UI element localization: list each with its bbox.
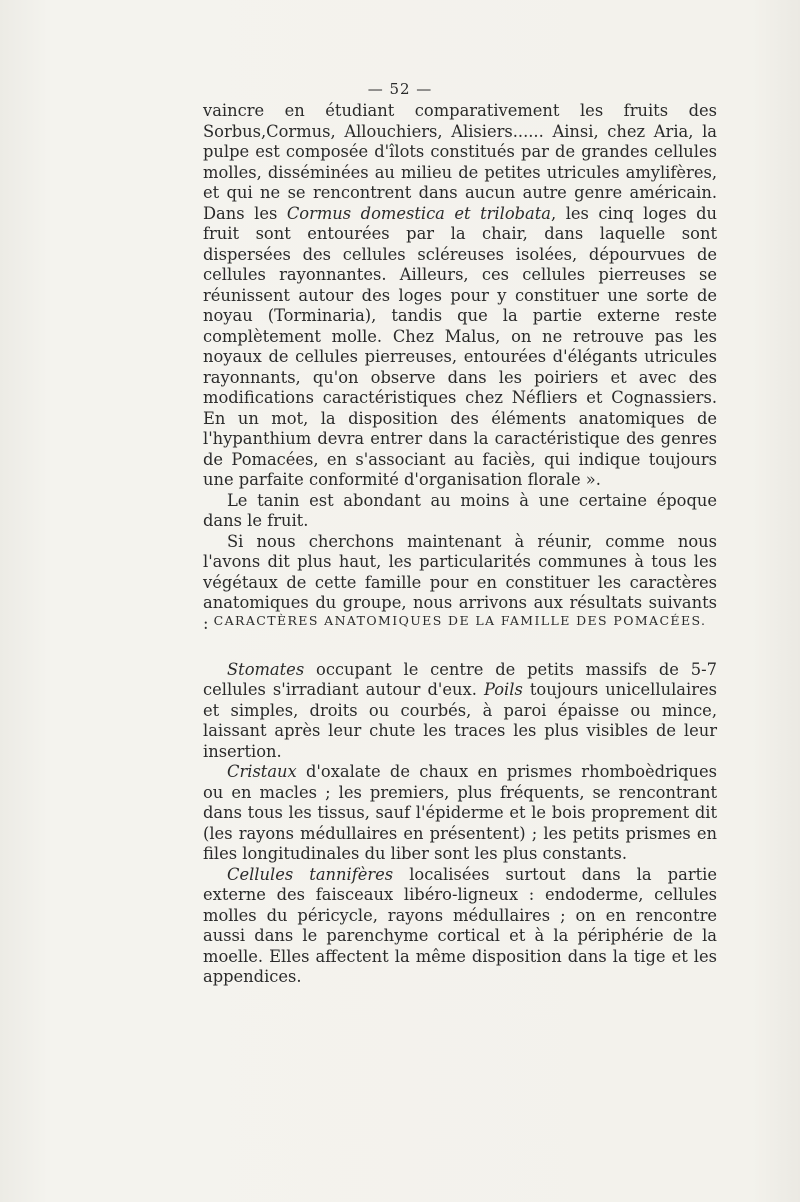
page-number: — 52 — xyxy=(367,80,433,98)
paragraph-cellules xyxy=(203,865,717,988)
text-run: vaincre en étudiant comparativement les fruits des Sorbus,Cormus, Allouchiers, Alisiers...... Ainsi, chez Aria, la pulpe est composée d'îlots constitués par de grandes cellules molles, disséminées au milieu de petites utricules amylifères, et qui ne se rencontrent dans aucun autre genre américain. Dans les xyxy=(203,101,717,223)
italic-species-name: Cormus domestica et trilobata xyxy=(286,203,552,223)
italic-term: Cellules tannifères xyxy=(227,864,394,884)
italic-term: Stomates xyxy=(227,659,305,679)
body-text-bottom xyxy=(203,611,717,988)
paragraph-stomates xyxy=(203,660,717,763)
italic-term: Poils xyxy=(483,680,523,699)
text-run: , les cinq loges du fruit sont entourées par la chair, dans laquelle sont dispersées des cellules scléreuses isolées, dépourvues de cellules rayonnantes. Ailleurs, ces cellules pierreuses se réunissent autour des loges pour y constituer une sorte de noyau (Torminaria), tandis que la partie externe reste complètement molle. Chez Malus, on ne retrouve pas les noyaux de cellules pierreuses, entourées d'élégants utricules rayonnants, qu'on observe dans les poiriers et avec des modifications caractéristiques chez Néfliers et Cognassiers. En un mot, la disposition des éléments anatomiques de l'hypanthium devra entrer dans la caractéristique des genres de Pomacées, en s'associant au faciès, qui indique toujours une parfaite conformité d'organisation florale ». xyxy=(203,203,717,489)
text-run: d'oxalate de chaux en prismes rhomboèdriques ou en macles ; les premiers, plus fréquents, se rencontrant dans tous les tissus, sauf l'épiderme et le bois proprement dit (les rayons médullaires en présentent) ; les petits prismes en files longitudinales du liber sont les plus constants. xyxy=(203,762,717,863)
section-heading: CARACTÈRES ANATOMIQUES DE LA FAMILLE DES POMACÉES. xyxy=(213,613,707,628)
paragraph-pulpe xyxy=(203,101,717,491)
text-run: toujours unicellulaires et simples, droits ou courbés, à paroi épaisse ou mince, laissant après leur chute les traces les plus visibles de leur insertion. xyxy=(203,680,717,761)
paragraph-tanin: Le tanin est abondant au moins à une certaine époque dans le fruit. xyxy=(203,490,717,530)
paragraph-resultats: Si nous cherchons maintenant à réunir, comme nous l'avons dit plus haut, les particularités communes à tous les végétaux de cette famille pour en constituer les caractères anatomiques du groupe, nous arrivons aux résultats suivants : xyxy=(203,531,717,633)
italic-term: Cristaux xyxy=(227,762,297,781)
text-run: occupant le centre de petits massifs de 5-7 cellules s'irradiant autour d'eux. xyxy=(203,659,717,699)
paragraph-cristaux xyxy=(203,762,717,865)
body-text-top xyxy=(203,101,717,634)
text-run: localisées surtout dans la partie externe des faisceaux libéro-ligneux : endoderme, cellules molles du péricycle, rayons médullaires ; on en rencontre aussi dans le parenchyme cortical et à la périphérie de la moelle. Elles affectent la même disposition dans la tige et les appendices. xyxy=(203,864,717,986)
